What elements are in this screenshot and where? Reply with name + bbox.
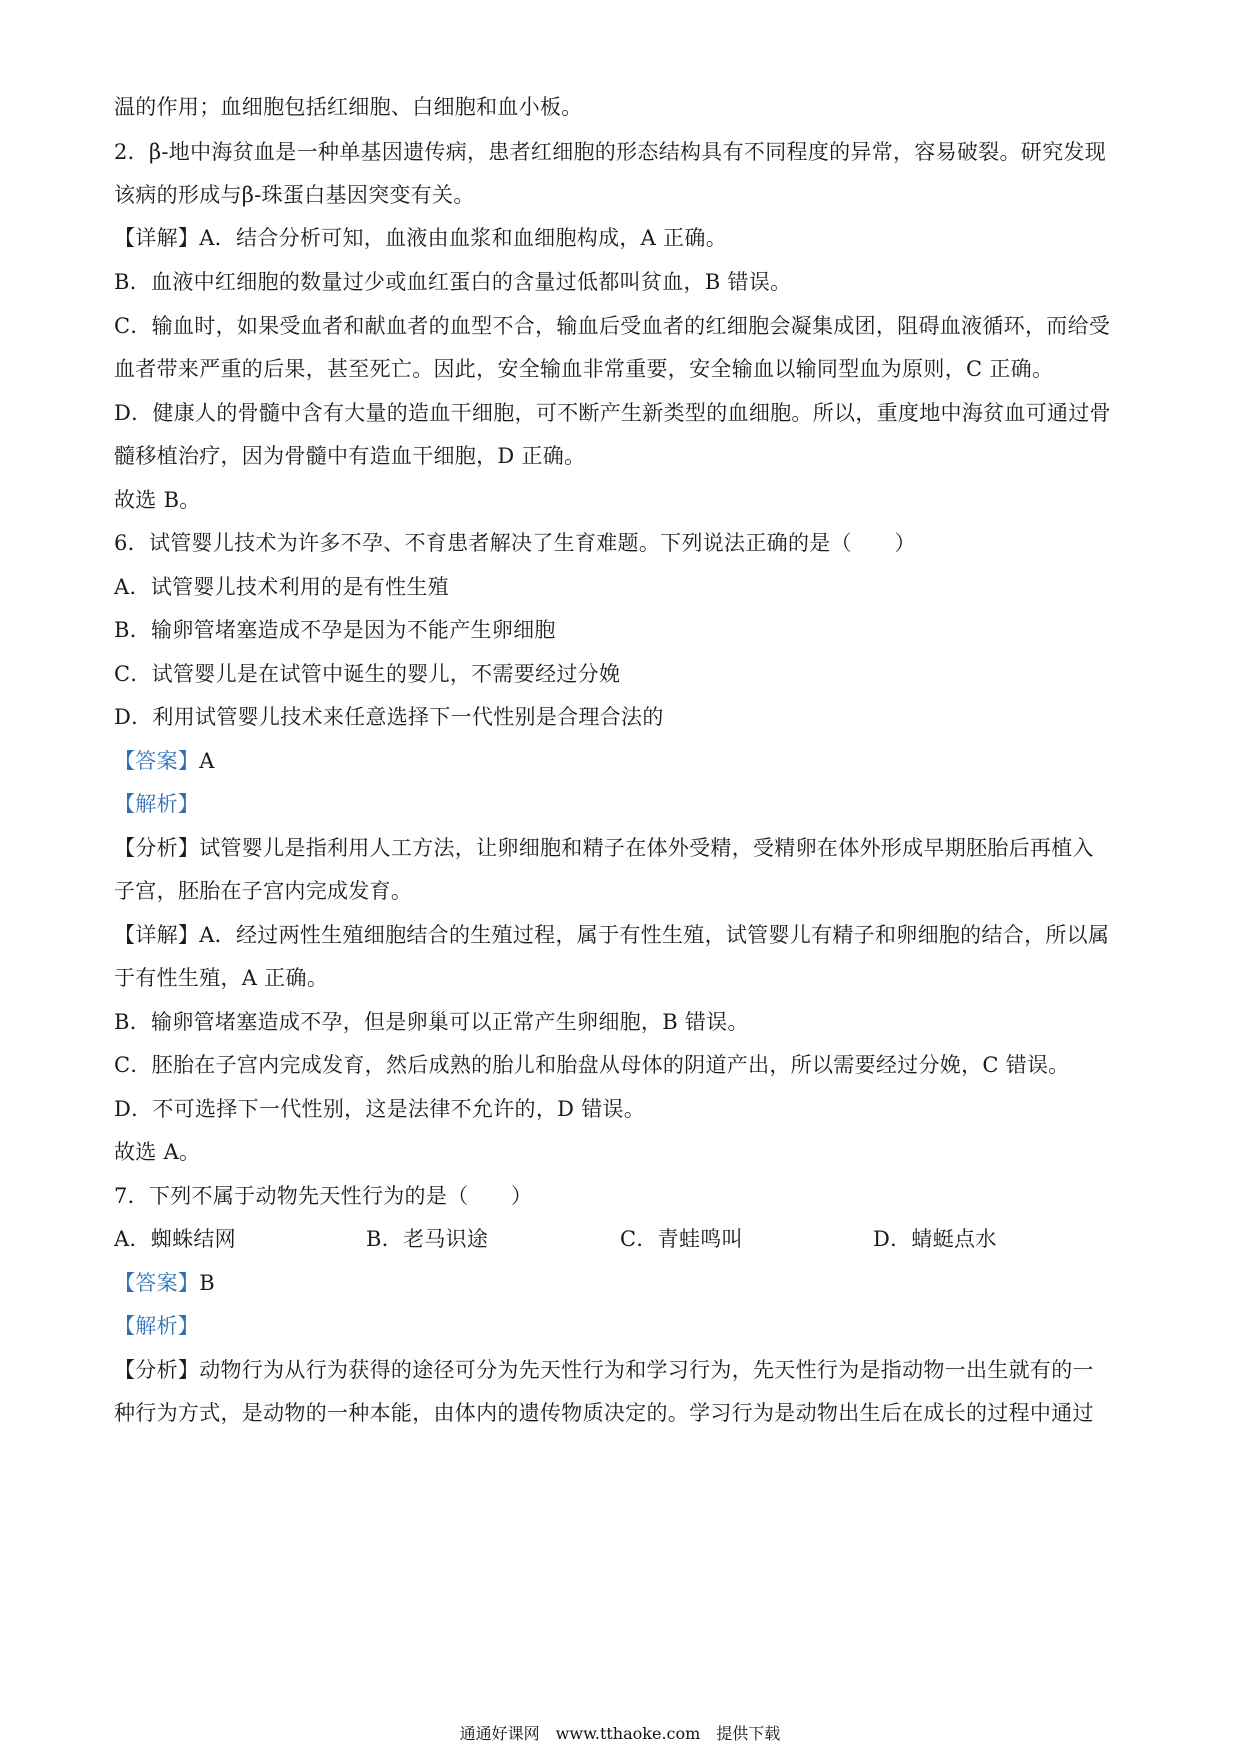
detail-tag: 【详解】 (114, 226, 200, 250)
question-6-option-c: C．试管婴儿是在试管中诞生的婴儿，不需要经过分娩 (114, 662, 621, 686)
text-line: D．健康人的骨髓中含有大量的造血干细胞，可不断产生新类型的血细胞。所以，重度地中海贫血可通过骨 (114, 401, 1111, 425)
question-7-option-c: C．青蛙鸣叫 (620, 1227, 743, 1251)
analysis-heading (114, 789, 1134, 819)
question-7-stem: 7．下列不属于动物先天性行为的是（ ） (114, 1184, 533, 1208)
fenxi-tag: 【分析】 (114, 836, 200, 860)
question-2-line: 2．β-地中海贫血是一种单基因遗传病，患者红细胞的形态结构具有不同程度的异常，容易破裂。研究发现 (114, 140, 1106, 164)
question-6-option-b: B．输卵管堵塞造成不孕是因为不能产生卵细胞 (114, 618, 556, 642)
detail-line: 【详解】A．经过两性生殖细胞结合的生殖过程，属于有性生殖，试管婴儿有精子和卵细胞的结合，所以属 (114, 923, 1110, 947)
text-line: 种行为方式，是动物的一种本能，由体内的遗传物质决定的。学习行为是动物出生后在成长的过程中通过 (114, 1401, 1094, 1425)
question-7-option-a: A．蜘蛛结网 (114, 1227, 236, 1251)
text-line: 该病的形成与β-珠蛋白基因突变有关。 (114, 183, 475, 207)
answer-line: 【答案】A (114, 749, 215, 773)
question-7-option-d: D．蜻蜓点水 (873, 1227, 997, 1251)
analysis-tag: 【解析】 (114, 792, 200, 816)
text-line: 血者带来严重的后果，甚至死亡。因此，安全输血非常重要，安全输血以输同型血为原则，C 正确。 (114, 357, 1054, 381)
text-line: B．输卵管堵塞造成不孕，但是卵巢可以正常产生卵细胞，B 错误。 (114, 1010, 749, 1034)
text-line: B．血液中红细胞的数量过少或血红蛋白的含量过低都叫贫血，B 错误。 (114, 270, 792, 294)
text-line: 温的作用；血细胞包括红细胞、白细胞和血小板。 (114, 95, 583, 119)
fenxi-line: 【分析】试管婴儿是指利用人工方法，让卵细胞和精子在体外受精，受精卵在体外形成早期胚胎后再植入 (114, 836, 1094, 860)
text-line: D．不可选择下一代性别，这是法律不允许的，D 错误。 (114, 1097, 646, 1121)
question-6-option-a: A．试管婴儿技术利用的是有性生殖 (114, 575, 449, 599)
page-footer: 通通好课网 www.tthaoke.com 提供下载 (459, 1724, 781, 1743)
text-line: 子宫，胚胎在子宫内完成发育。 (114, 879, 413, 903)
conclusion-line: 故选 A。 (114, 1140, 201, 1164)
question-7-option-b: B．老马识途 (366, 1227, 489, 1251)
analysis-heading (114, 1311, 1134, 1341)
answer-tag: 【答案】 (114, 749, 200, 773)
answer-tag: 【答案】 (114, 1271, 200, 1295)
text-line: C．输血时，如果受血者和献血者的血型不合，输血后受血者的红细胞会凝集成团，阻碍血液循环，而给受 (114, 314, 1111, 338)
fenxi-line: 【分析】动物行为从行为获得的途径可分为先天性行为和学习行为，先天性行为是指动物一出生就有的一 (114, 1358, 1094, 1382)
text-line: 于有性生殖，A 正确。 (114, 966, 329, 990)
question-6-stem: 6．试管婴儿技术为许多不孕、不育患者解决了生育难题。下列说法正确的是（ ） (114, 531, 916, 555)
detail-tag: 【详解】 (114, 923, 200, 947)
text-line: C．胚胎在子宫内完成发育，然后成熟的胎儿和胎盘从母体的阴道产出，所以需要经过分娩，C 错误。 (114, 1053, 1070, 1077)
detail-line: 【详解】A．结合分析可知，血液由血浆和血细胞构成，A 正确。 (114, 226, 728, 250)
text-line: 髓移植治疗，因为骨髓中有造血干细胞，D 正确。 (114, 444, 586, 468)
answer-line: 【答案】B (114, 1271, 215, 1295)
conclusion-line: 故选 B。 (114, 488, 201, 512)
analysis-tag: 【解析】 (114, 1314, 200, 1338)
fenxi-tag: 【分析】 (114, 1358, 200, 1382)
question-6-option-d: D．利用试管婴儿技术来任意选择下一代性别是合理合法的 (114, 705, 664, 729)
